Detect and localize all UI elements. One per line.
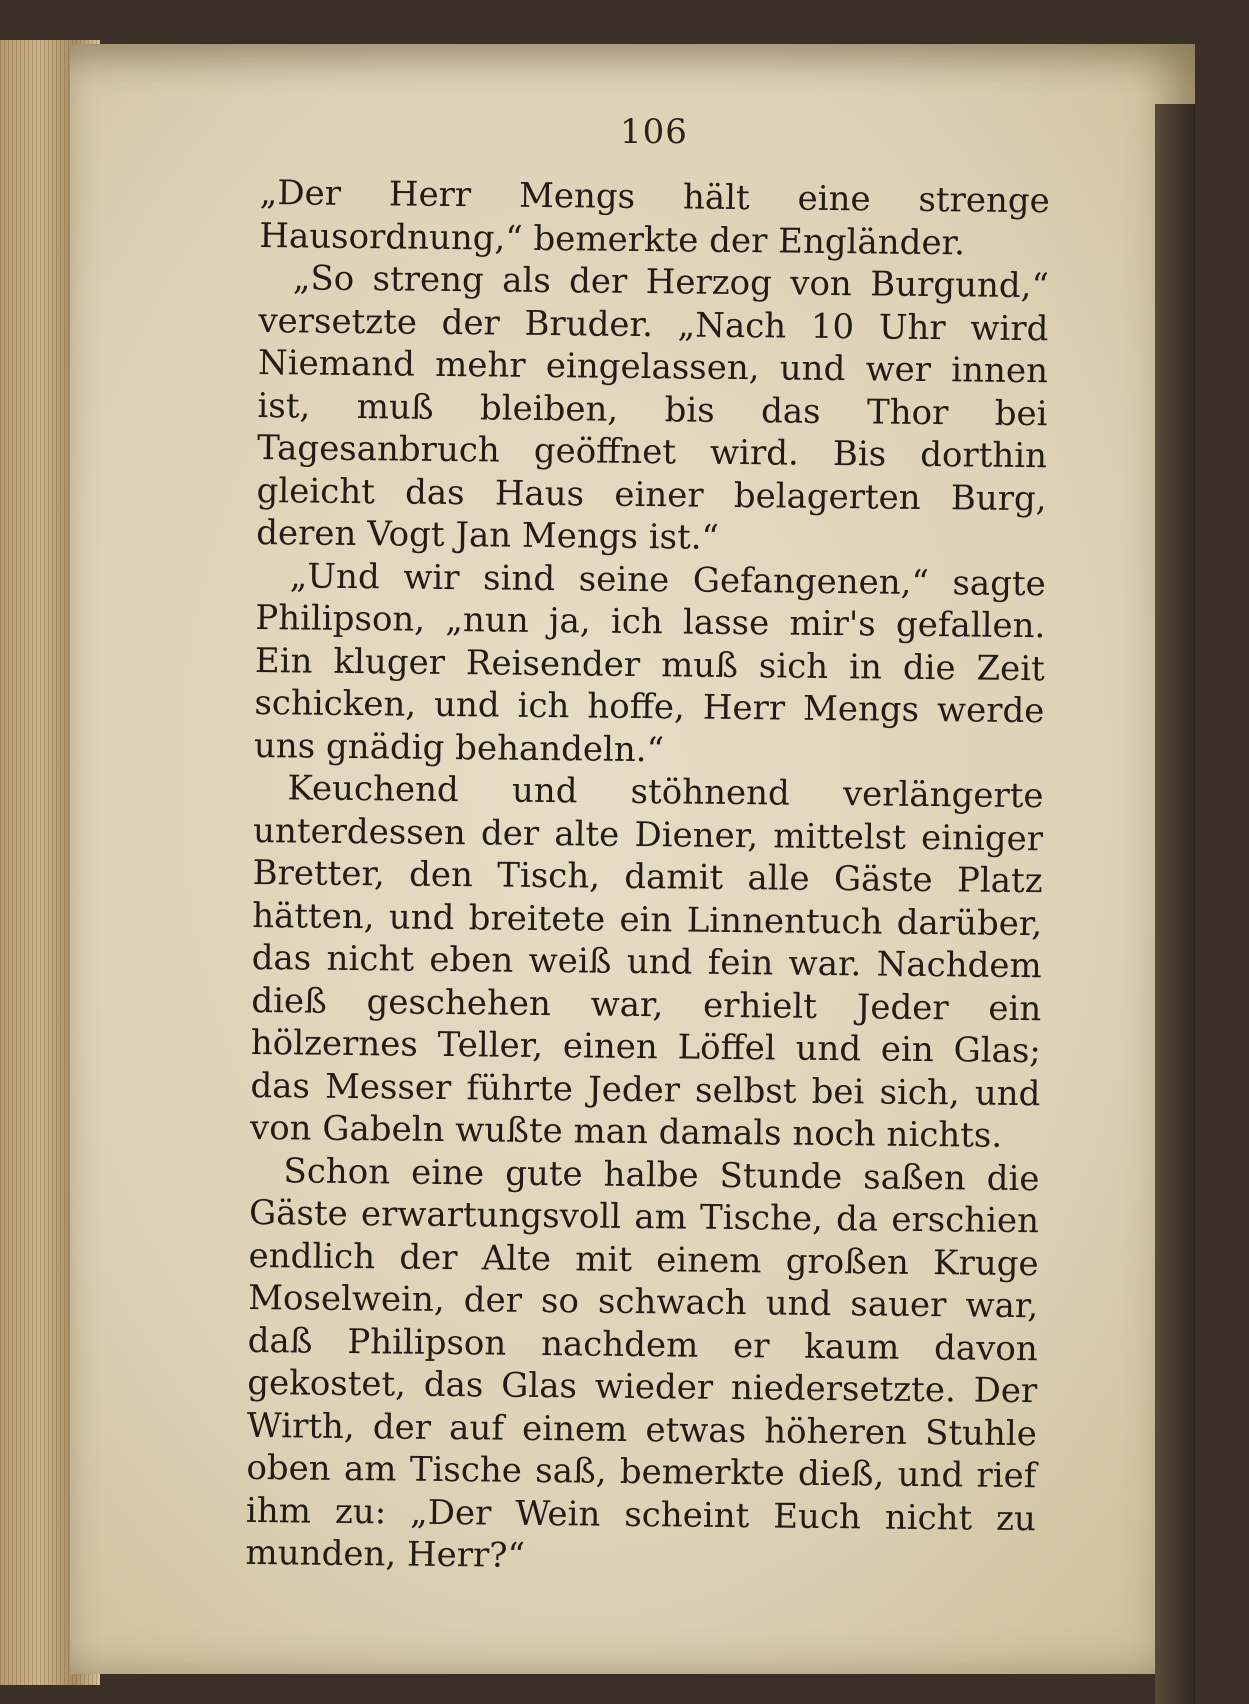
paragraph: „Und wir sind seine Gefangenen,“ sagte Philipson, „nun ja, ich lasse mir's gefallen. Ein kluger Reisender muß sich in die Zeit schicken, und ich hoffe, Herr Mengs werde uns gnädig behandeln.“ bbox=[253, 555, 1046, 770]
page-gutter-shadow bbox=[1155, 104, 1195, 1704]
page-body-text bbox=[245, 172, 1050, 1583]
paragraph: Keuchend und stöhnend verlängerte unterdessen der alte Diener, mittelst einiger Bretter, den Tisch, damit alle Gäste Platz hätten, und breitete ein Linnentuch darüber, das nicht eben weiß und fein war. Nachdem dieß geschehen war, erhielt Jeder ein hölzernes Teller, einen Löffel und ein Glas; das Messer führte Jeder selbst bei sich, und von Gabeln wußte man damals noch nichts. bbox=[249, 768, 1044, 1156]
page-number: 106 bbox=[620, 112, 688, 152]
paragraph: Schon eine gute halbe Stunde saßen die Gäste erwartungsvoll am Tische, da erschien endlich der Alte mit einem großen Kruge Moselwein, der so schwach und sauer war, daß Philipson nachdem er kaum davon gekostet, das Glas wieder niedersetzte. Der Wirth, der auf einem etwas höheren Stuhle oben am Tische saß, bemerkte dieß, und rief ihm zu: „Der Wein scheint Euch nicht zu munden, Herr?“ bbox=[245, 1150, 1040, 1576]
paragraph: „So streng als der Herzog von Burgund,“ versetzte der Bruder. „Nach 10 Uhr wird Niemand mehr eingelassen, und wer innen ist, muß bleiben, bis das Thor bei Tagesanbruch geöffnet wird. Bis dorthin gleicht das Haus einer belagerten Burg, deren Vogt Jan Mengs ist.“ bbox=[256, 258, 1050, 558]
paragraph: „Der Herr Mengs hält eine strenge Hausordnung,“ bemerkte der Engländer. bbox=[259, 172, 1050, 263]
